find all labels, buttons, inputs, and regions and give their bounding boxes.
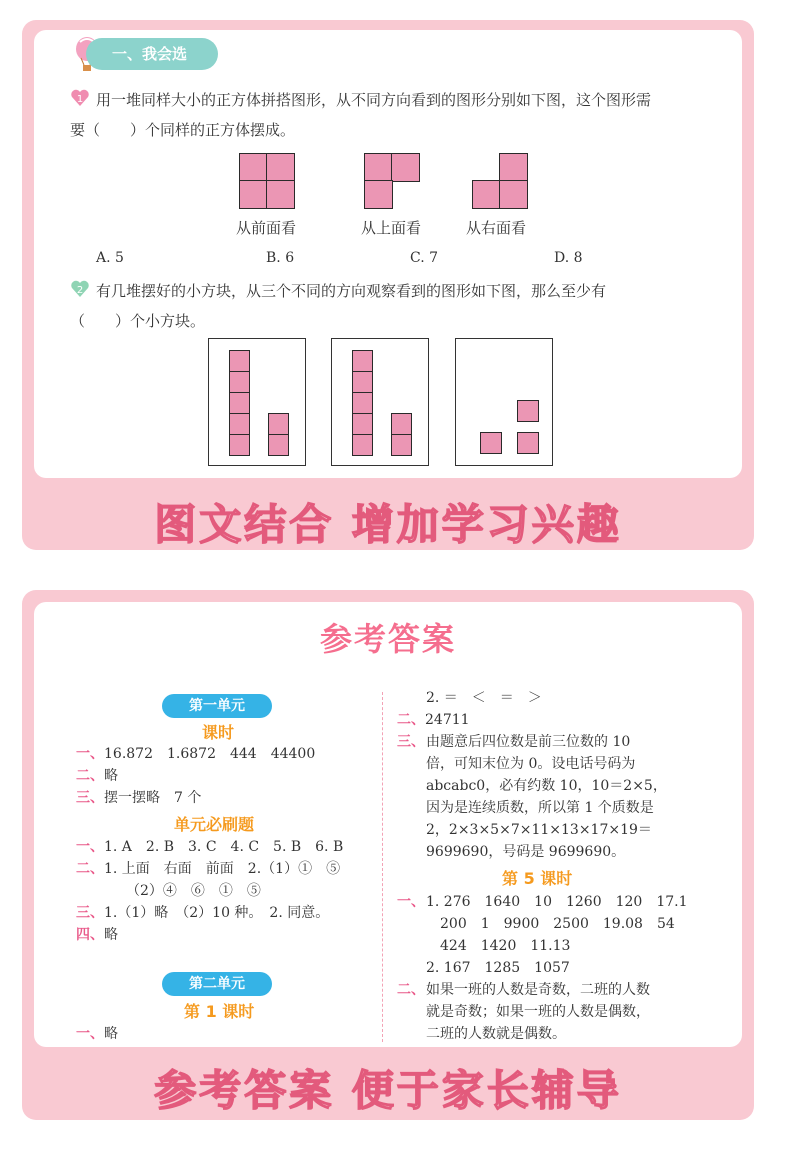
cube-cell bbox=[499, 153, 528, 182]
unit-1-pill: 第一单元 bbox=[162, 694, 272, 718]
answer-line: 2. ＝ ＜ ＝ ＞ bbox=[426, 690, 542, 706]
answer-line: 如果一班的人数是奇数，二班的人数 bbox=[426, 982, 650, 998]
answer-line: 二、24711 bbox=[397, 712, 470, 728]
question-1 bbox=[70, 85, 730, 145]
unit-2-pill: 第二单元 bbox=[162, 972, 272, 996]
cube-cell bbox=[364, 153, 393, 182]
cube-cell bbox=[229, 350, 250, 372]
answer-line: 二班的人数就是偶数。 bbox=[426, 1026, 566, 1042]
answer-label: 一、 bbox=[397, 894, 425, 910]
cube-cell bbox=[268, 434, 289, 456]
answers-title: 参考答案 bbox=[319, 620, 456, 658]
cube-cell bbox=[391, 153, 420, 182]
slogan-banner-1: 图文结合 增加学习兴趣 bbox=[154, 500, 622, 549]
caption-front: 从前面看 bbox=[236, 219, 297, 237]
answer-line: 1. 276 1640 10 1260 120 17.1 bbox=[426, 894, 688, 910]
view-frame-1 bbox=[208, 338, 306, 466]
question-1-line-1: 用一堆同样大小的正方体拼搭图形，从不同方向看到的图形分别如下图，这个图形需 bbox=[96, 91, 652, 109]
caption-right: 从右面看 bbox=[466, 219, 527, 237]
cube-cell bbox=[517, 432, 539, 454]
cube-cell bbox=[517, 400, 539, 422]
caption-top: 从上面看 bbox=[361, 219, 422, 237]
answer-label: 三、 bbox=[397, 734, 425, 750]
cube-cell bbox=[229, 392, 250, 414]
answer-line: 因为是连续质数，所以第 1 个质数是 bbox=[426, 800, 654, 816]
answer-line: 9699690，号码是 9699690。 bbox=[426, 844, 626, 860]
svg-text:2: 2 bbox=[76, 285, 84, 296]
answer-line: 二、1. 上面 右面 前面 2.（1）① ⑤ bbox=[76, 861, 341, 877]
answer-line: 2. 167 1285 1057 bbox=[426, 960, 570, 976]
answer-line: 三、摆一摆略 7 个 bbox=[76, 790, 202, 806]
answer-line: 由题意后四位数是前三位数的 10 bbox=[426, 734, 631, 750]
cube-cell bbox=[229, 371, 250, 393]
cube-cell bbox=[499, 180, 528, 209]
practice-panel bbox=[22, 20, 754, 550]
cube-cell bbox=[391, 434, 412, 456]
cube-cell bbox=[364, 180, 393, 209]
heart-number-1-icon bbox=[70, 88, 90, 108]
answer-line: 一、16.872 1.6872 444 44400 bbox=[76, 746, 316, 762]
answer-line: 就是奇数；如果一班的人数是偶数， bbox=[426, 1004, 650, 1020]
cube-cell bbox=[352, 371, 373, 393]
lesson-heading: 课时 bbox=[202, 723, 235, 742]
unit-exercise-heading: 单元必刷题 bbox=[174, 815, 255, 834]
option-c[interactable]: C. 7 bbox=[410, 250, 439, 266]
practice-card bbox=[34, 30, 742, 478]
section-badge: 一、我会选 bbox=[86, 38, 218, 70]
svg-text:1: 1 bbox=[76, 94, 84, 105]
option-b[interactable]: B. 6 bbox=[266, 250, 295, 266]
cube-cell bbox=[229, 413, 250, 435]
answer-line: 一、1. A 2. B 3. C 4. C 5. B 6. B bbox=[76, 839, 344, 855]
view-frame-2 bbox=[331, 338, 429, 466]
question-1-line-2: 要（ ）个同样的正方体摆成。 bbox=[70, 121, 296, 139]
answers-panel bbox=[22, 590, 754, 1120]
answers-card bbox=[34, 602, 742, 1047]
answer-line: 倍，可知末位为 0。设电话号码为 bbox=[426, 756, 636, 772]
column-divider bbox=[382, 692, 383, 1042]
lesson-1-heading: 第 1 课时 bbox=[184, 1002, 255, 1021]
answer-line: 2，2×3×5×7×11×13×17×19＝ bbox=[426, 822, 652, 838]
option-a[interactable]: A. 5 bbox=[96, 250, 124, 266]
answer-line: 四、略 bbox=[76, 927, 118, 943]
cube-cell bbox=[472, 180, 501, 209]
cube-cell bbox=[266, 180, 295, 209]
answer-line: abcabc0，必有约数 10，10＝2×5， bbox=[426, 778, 667, 794]
question-2 bbox=[70, 276, 730, 336]
option-d[interactable]: D. 8 bbox=[554, 250, 583, 266]
answer-line: 200 1 9900 2500 19.08 54 bbox=[440, 916, 675, 932]
answer-line: 一、略 bbox=[76, 1026, 118, 1042]
cube-cell bbox=[352, 392, 373, 414]
question-2-line-2: （ ）个小方块。 bbox=[70, 312, 206, 330]
cube-cell bbox=[352, 434, 373, 456]
answer-line: （2）④ ⑥ ① ⑤ bbox=[126, 883, 261, 899]
cube-cell bbox=[480, 432, 502, 454]
cube-cell bbox=[268, 413, 289, 435]
cube-cell bbox=[229, 434, 250, 456]
cube-cell bbox=[352, 413, 373, 435]
answer-line: 三、1.（1）略 （2）10 种。 2. 同意。 bbox=[76, 905, 330, 921]
slogan-banner-2: 参考答案 便于家长辅导 bbox=[154, 1066, 622, 1115]
cube-cell bbox=[239, 153, 268, 182]
cube-cell bbox=[266, 153, 295, 182]
answer-line: 424 1420 11.13 bbox=[440, 938, 571, 954]
cube-cell bbox=[239, 180, 268, 209]
answer-label: 二、 bbox=[397, 982, 425, 998]
answer-line: 二、略 bbox=[76, 768, 118, 784]
question-2-line-1: 有几堆摆好的小方块，从三个不同的方向观察看到的图形如下图，那么至少有 bbox=[96, 282, 607, 300]
cube-cell bbox=[352, 350, 373, 372]
lesson-5-heading: 第 5 课时 bbox=[502, 869, 573, 888]
cube-cell bbox=[391, 413, 412, 435]
heart-number-2-icon bbox=[70, 279, 90, 299]
